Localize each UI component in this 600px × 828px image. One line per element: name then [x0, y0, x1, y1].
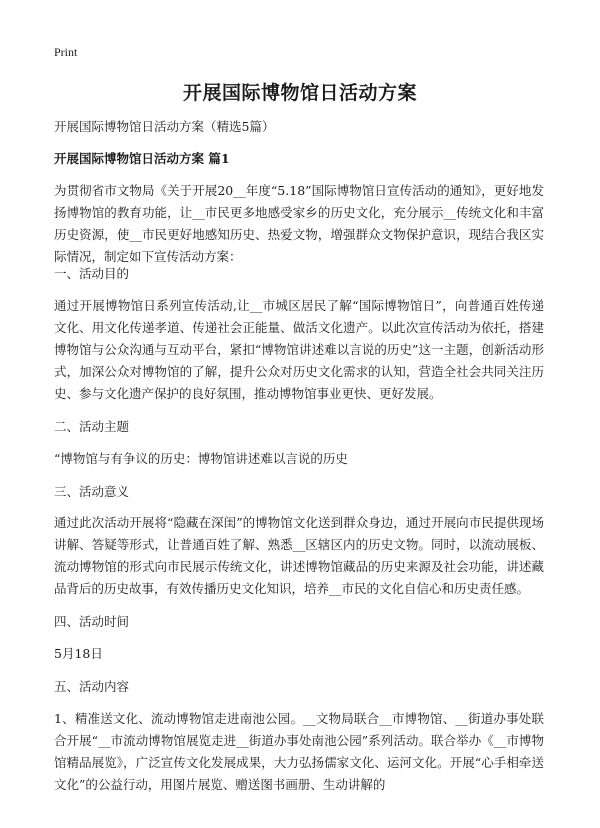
- theme-paragraph: “博物馆与有争议的历史：博物馆讲述难以言说的历史: [54, 451, 348, 466]
- section-title: 开展国际博物馆日活动方案 篇1: [54, 151, 230, 166]
- print-link[interactable]: Print: [54, 45, 78, 59]
- intro-paragraph: 为贯彻省市文物局《关于开展20__年度“5.18”国际博物馆日宣传活动的通知》，更好地发扬博物馆的教育功能，让__市民更多地感受家乡的历史文化，充分展示__传统文化和丰富历史资源，使__市民更好地感知历史、热爱文物，增强群众文物保护意识，现结合我区实际情况，制定如下宣传活动方案：: [54, 183, 544, 264]
- heading-content: 五、活动内容: [54, 679, 130, 694]
- heading-time: 四、活动时间: [54, 614, 130, 629]
- heading-purpose: 一、活动目的: [54, 266, 130, 281]
- page-title: 开展国际博物馆日活动方案: [182, 82, 417, 104]
- time-paragraph: 5月18日: [54, 646, 103, 661]
- significance-paragraph: 通过此次活动开展将“隐藏在深闺”的博物馆文化送到群众身边，通过开展向市民提供现场讲解、答疑等形式，让普通百姓了解、熟悉__区辖区内的历史文物。同时，以流动展板、流动博物馆的形式向市民展示传统文化，讲述博物馆藏品的历史来源及社会功能，讲述藏品背后的历史故事，有效传播历史文化知识，培养__市民的文化自信心和历史责任感。: [54, 515, 544, 596]
- document-subtitle: 开展国际博物馆日活动方案（精选5篇）: [54, 119, 275, 134]
- purpose-paragraph: 通过开展博物馆日系列宣传活动,让__市城区居民了解“国际博物馆日”，向普通百姓传递文化、用文化传递孝道、传递社会正能量、做活文化遗产。以此次宣传活动为依托，搭建博物馆与公众沟通与互动平台，紧扣“博物馆讲述难以言说的历史”这一主题，创新活动形式，加深公众对博物馆的了解，提升公众对历史文化需求的认知，营造全社会共同关注历史、参与文化遗产保护的良好氛围，推动博物馆事业更快、更好发展。: [54, 298, 544, 401]
- heading-theme: 二、活动主题: [54, 419, 130, 434]
- content-paragraph: 1、精准送文化、流动博物馆走进南池公园。__文物局联合__市博物馆、__街道办事处联合开展“__市流动博物馆展览走进__街道办事处南池公园”系列活动。联合举办《__市博物馆精品展览》，广泛宣传文化发展成果，大力弘扬儒家文化、运河文化。开展“心手相牵送文化”的公益行动，用图片展览、赠送图书画册、生动讲解的: [54, 711, 544, 792]
- heading-significance: 三、活动意义: [54, 484, 130, 499]
